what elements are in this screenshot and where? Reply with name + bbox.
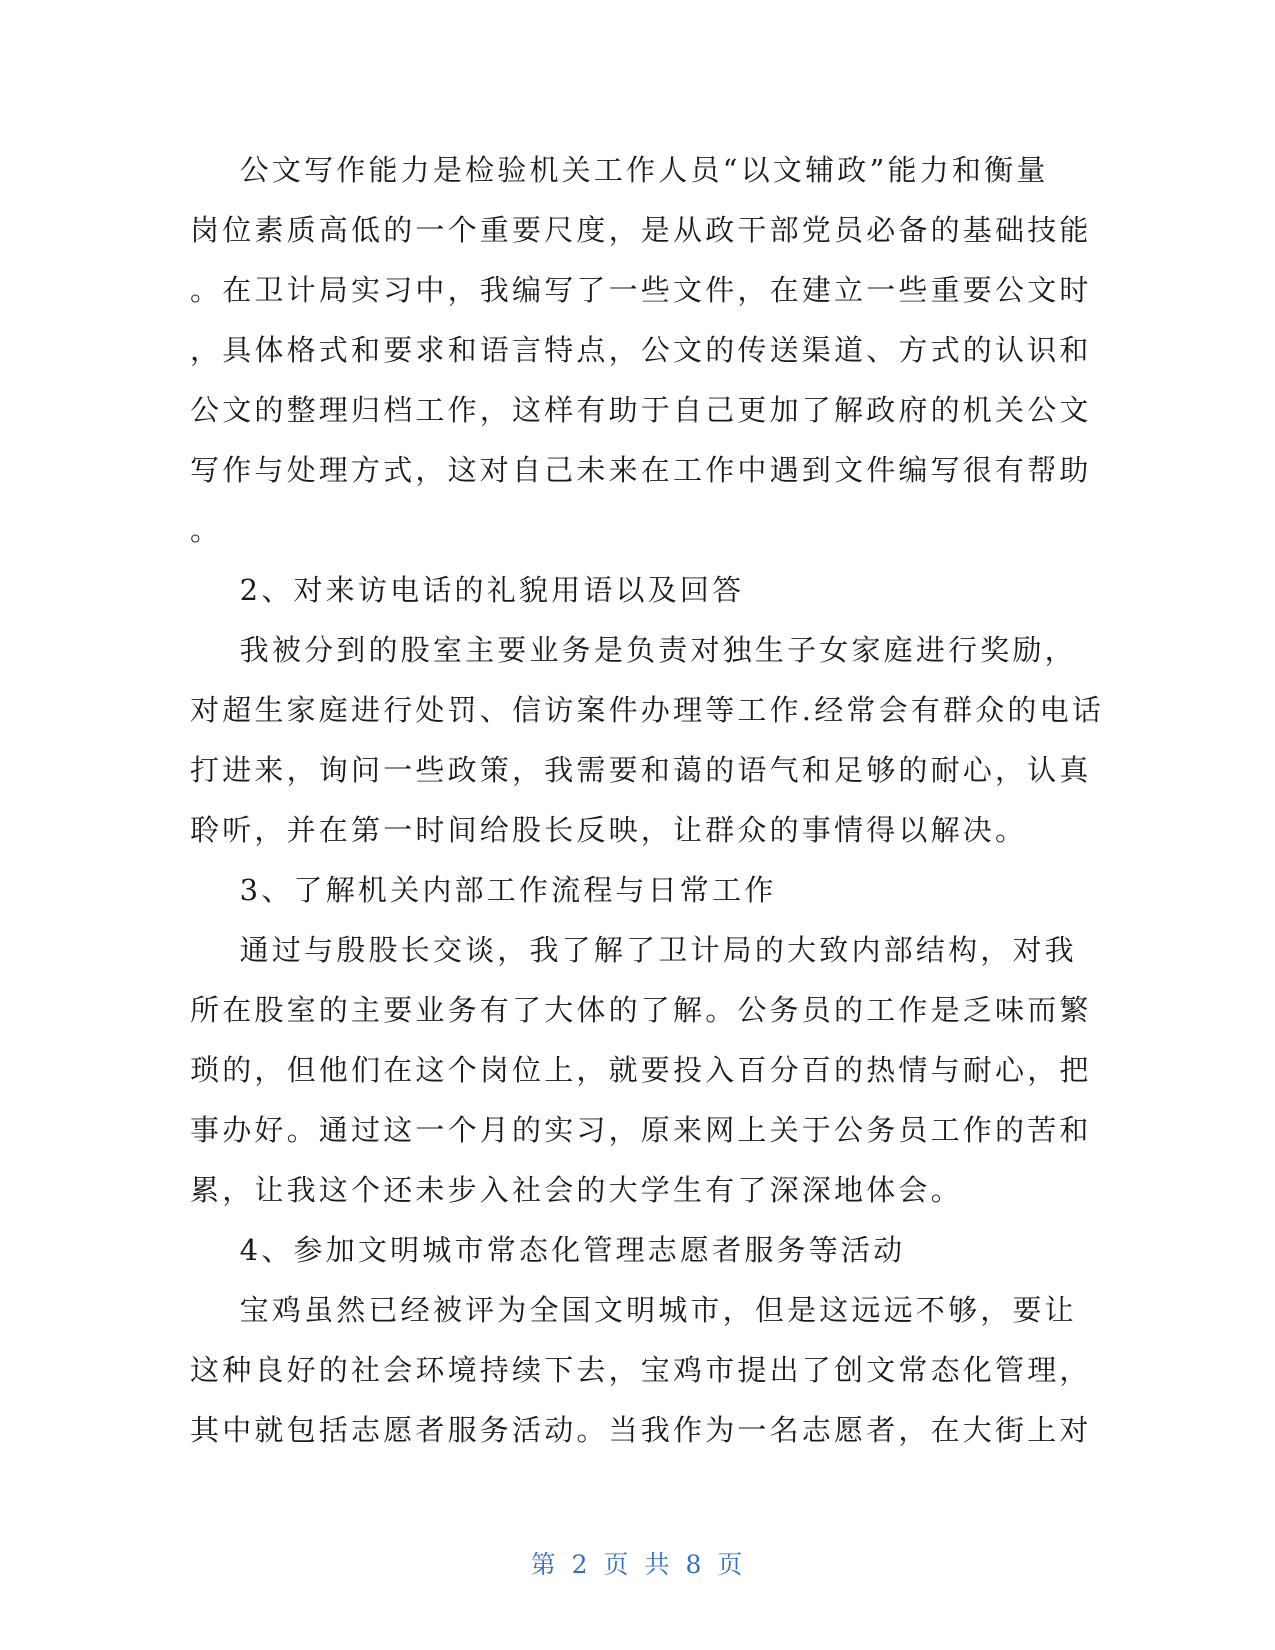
text-line: 事办好。通过这一个月的实习，原来网上关于公务员工作的苦和: [190, 1113, 1092, 1147]
text-line: 琐的，但他们在这个岗位上，就要投入百分百的热情与耐心，把: [190, 1053, 1092, 1087]
footer-ye: 页: [603, 1550, 631, 1579]
page-total: 8: [685, 1550, 704, 1579]
text-line: 这种良好的社会环境持续下去，宝鸡市提出了创文常态化管理，: [190, 1353, 1092, 1387]
text-line: 写作与处理方式，这对自己未来在工作中遇到文件编写很有帮助: [190, 453, 1092, 487]
text-line: 打进来，询问一些政策，我需要和蔼的语气和足够的耐心，认真: [190, 753, 1092, 787]
text-line: 对超生家庭进行处罚、信访案件办理等工作.经常会有群众的电话: [190, 693, 1105, 727]
text-line: 通过与殷股长交谈，我了解了卫计局的大致内部结构，对我: [190, 933, 1077, 967]
text-line: 聆听，并在第一时间给股长反映，让群众的事情得以解决。: [190, 813, 1028, 847]
text-line: 累，让我这个还未步入社会的大学生有了深深地体会。: [190, 1173, 963, 1207]
section-heading: 3、了解机关内部工作流程与日常工作: [190, 873, 777, 907]
text-line: 。: [190, 513, 223, 547]
text-line: 公文的整理归档工作，这样有助于自己更加了解政府的机关公文: [190, 393, 1092, 427]
section-heading: 4、参加文明城市常态化管理志愿者服务等活动: [190, 1233, 906, 1267]
footer-gong: 共: [644, 1550, 672, 1579]
page-footer: [0, 1545, 1275, 1581]
text-line: 我被分到的股室主要业务是负责对独生子女家庭进行奖励，: [190, 633, 1077, 667]
text-line: ，具体格式和要求和语言特点，公文的传送渠道、方式的认识和: [190, 333, 1092, 367]
text-line: 。在卫计局实习中，我编写了一些文件，在建立一些重要公文时: [190, 273, 1092, 307]
page-number: 2: [571, 1550, 590, 1579]
section-heading: 2、对来访电话的礼貌用语以及回答: [190, 573, 745, 607]
text-line: 宝鸡虽然已经被评为全国文明城市，但是这远远不够，要让: [190, 1293, 1077, 1327]
document-body: [190, 140, 1105, 1460]
footer-di: 第: [530, 1550, 558, 1579]
footer-ye2: 页: [717, 1550, 745, 1579]
text-line: 岗位素质高低的一个重要尺度，是从政干部党员必备的基础技能: [190, 213, 1092, 247]
text-line: 其中就包括志愿者服务活动。当我作为一名志愿者，在大街上对: [190, 1413, 1092, 1447]
text-line: 所在股室的主要业务有了大体的了解。公务员的工作是乏味而繁: [190, 993, 1092, 1027]
text-line: 公文写作能力是检验机关工作人员“以文辅政”能力和衡量: [190, 153, 1049, 187]
